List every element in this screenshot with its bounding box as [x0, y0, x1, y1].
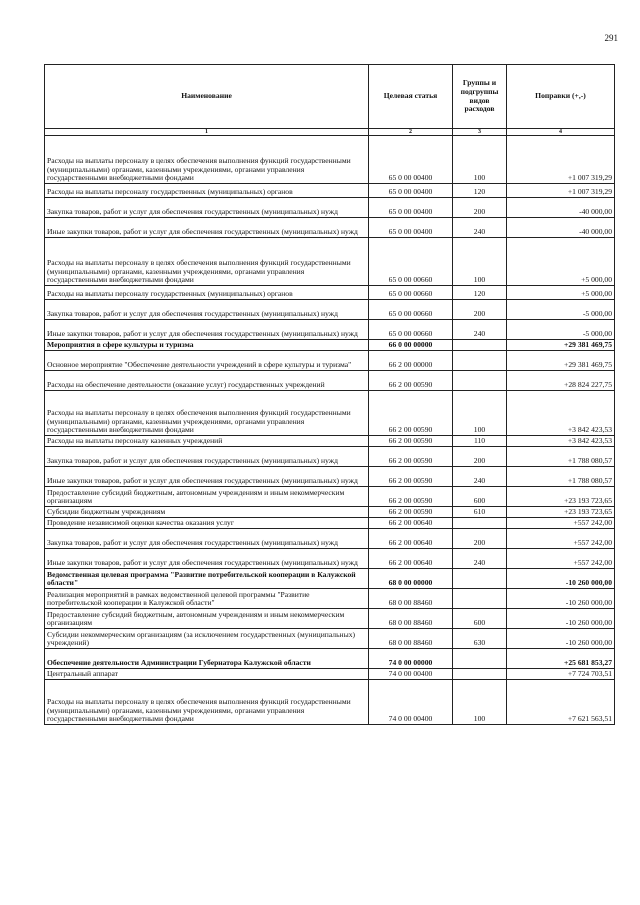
- table-row: [45, 198, 615, 218]
- row-name: Предоставление субсидий бюджетным, автономным учреждениям и иным некоммерческим организациям: [45, 609, 369, 629]
- row-target-code: 66 2 00 00590: [369, 436, 453, 447]
- row-target-code: 65 0 00 00400: [369, 136, 453, 184]
- row-group-code: [453, 340, 507, 351]
- row-target-code: 65 0 00 00660: [369, 238, 453, 286]
- row-target-code: 65 0 00 00400: [369, 198, 453, 218]
- row-group-code: 100: [453, 136, 507, 184]
- row-amount: +28 824 227,75: [507, 371, 615, 391]
- row-group-code: 600: [453, 487, 507, 507]
- row-name: Расходы на выплаты персоналу в целях обеспечения выполнения функций государственными (муниципальными) органами, казенными учреждениями, органами управления государственными внебюджетными фондами: [45, 680, 369, 725]
- table-row: [45, 436, 615, 447]
- row-name: Закупка товаров, работ и услуг для обеспечения государственных (муниципальных) нужд: [45, 198, 369, 218]
- column-number: 3: [453, 129, 507, 136]
- table-row: [45, 238, 615, 286]
- row-name: Расходы на обеспечение деятельности (оказание услуг) государственных учреждений: [45, 371, 369, 391]
- row-name: Проведение независимой оценки качества оказания услуг: [45, 518, 369, 529]
- row-amount: +557 242,00: [507, 518, 615, 529]
- page-number: 291: [604, 33, 618, 43]
- row-name: Обеспечение деятельности Администрации Губернатора Калужской области: [45, 649, 369, 669]
- row-group-code: 120: [453, 286, 507, 300]
- row-name: Расходы на выплаты персоналу в целях обеспечения выполнения функций государственными (муниципальными) органами, казенными учреждениями, органами управления государственными внебюджетными фондами: [45, 391, 369, 436]
- column-number-row: [45, 129, 615, 136]
- row-target-code: 65 0 00 00660: [369, 320, 453, 340]
- row-group-code: 200: [453, 198, 507, 218]
- row-target-code: 68 0 00 88460: [369, 609, 453, 629]
- table-row: [45, 320, 615, 340]
- row-target-code: 65 0 00 00660: [369, 286, 453, 300]
- table-row: [45, 629, 615, 649]
- row-group-code: 200: [453, 447, 507, 467]
- row-amount: +3 842 423,53: [507, 391, 615, 436]
- row-amount: -10 260 000,00: [507, 589, 615, 609]
- table-row: [45, 300, 615, 320]
- row-name: Закупка товаров, работ и услуг для обеспечения государственных (муниципальных) нужд: [45, 529, 369, 549]
- row-group-code: 240: [453, 218, 507, 238]
- row-name: Мероприятия в сфере культуры и туризма: [45, 340, 369, 351]
- table-row: [45, 518, 615, 529]
- row-amount: +29 381 469,75: [507, 340, 615, 351]
- row-group-code: 610: [453, 507, 507, 518]
- row-target-code: 66 2 00 00590: [369, 487, 453, 507]
- row-target-code: 68 0 00 88460: [369, 589, 453, 609]
- table-row: [45, 529, 615, 549]
- row-group-code: [453, 518, 507, 529]
- row-amount: +557 242,00: [507, 529, 615, 549]
- row-amount: +23 193 723,65: [507, 507, 615, 518]
- row-target-code: 66 2 00 00640: [369, 549, 453, 569]
- row-name: Субсидии некоммерческим организациям (за исключением государственных (муниципальных) учреждений): [45, 629, 369, 649]
- row-target-code: 66 2 00 00590: [369, 507, 453, 518]
- table-row: [45, 569, 615, 589]
- header-name: Наименование: [45, 65, 369, 129]
- row-group-code: [453, 569, 507, 589]
- table-header-row: [45, 65, 615, 129]
- row-name: Ведомственная целевая программа "Развитие потребительской кооперации в Калужской области": [45, 569, 369, 589]
- table-row: [45, 507, 615, 518]
- row-amount: +7 724 703,51: [507, 669, 615, 680]
- row-amount: +1 788 080,57: [507, 447, 615, 467]
- row-target-code: 65 0 00 00400: [369, 218, 453, 238]
- row-amount: +7 621 563,51: [507, 680, 615, 725]
- row-group-code: 100: [453, 680, 507, 725]
- row-name: Субсидии бюджетным учреждениям: [45, 507, 369, 518]
- row-group-code: [453, 589, 507, 609]
- row-target-code: 66 0 00 00000: [369, 340, 453, 351]
- row-amount: +29 381 469,75: [507, 351, 615, 371]
- row-name: Расходы на выплаты персоналу казенных учреждений: [45, 436, 369, 447]
- row-target-code: 66 2 00 00590: [369, 447, 453, 467]
- row-amount: +1 788 080,57: [507, 467, 615, 487]
- row-amount: -40 000,00: [507, 198, 615, 218]
- table-row: [45, 218, 615, 238]
- row-target-code: 65 0 00 00660: [369, 300, 453, 320]
- header-amount: Поправки (+,-): [507, 65, 615, 129]
- row-target-code: 74 0 00 00400: [369, 669, 453, 680]
- row-target-code: 74 0 00 00400: [369, 680, 453, 725]
- row-name: Иные закупки товаров, работ и услуг для обеспечения государственных (муниципальных) нужд: [45, 467, 369, 487]
- header-groups: Группы и подгруппы видов расходов: [453, 65, 507, 129]
- row-name: Центральный аппарат: [45, 669, 369, 680]
- table-row: [45, 286, 615, 300]
- column-number: 1: [45, 129, 369, 136]
- row-name: Иные закупки товаров, работ и услуг для обеспечения государственных (муниципальных) нужд: [45, 320, 369, 340]
- table-row: [45, 391, 615, 436]
- row-name: Расходы на выплаты персоналу государственных (муниципальных) органов: [45, 184, 369, 198]
- row-target-code: 66 2 00 00590: [369, 391, 453, 436]
- row-group-code: 240: [453, 320, 507, 340]
- table-row: [45, 447, 615, 467]
- table-row: [45, 589, 615, 609]
- row-name: Иные закупки товаров, работ и услуг для обеспечения государственных (муниципальных) нужд: [45, 549, 369, 569]
- table-row: [45, 487, 615, 507]
- row-group-code: 600: [453, 609, 507, 629]
- row-amount: -40 000,00: [507, 218, 615, 238]
- row-group-code: [453, 351, 507, 371]
- row-group-code: 240: [453, 549, 507, 569]
- table-row: [45, 184, 615, 198]
- table-row: [45, 609, 615, 629]
- table-row: [45, 136, 615, 184]
- row-target-code: 68 0 00 00000: [369, 569, 453, 589]
- row-amount: +3 842 423,53: [507, 436, 615, 447]
- row-name: Закупка товаров, работ и услуг для обеспечения государственных (муниципальных) нужд: [45, 447, 369, 467]
- row-target-code: 66 2 00 00000: [369, 351, 453, 371]
- row-amount: +5 000,00: [507, 286, 615, 300]
- budget-table: [44, 64, 615, 725]
- row-group-code: 110: [453, 436, 507, 447]
- row-target-code: 66 2 00 00590: [369, 467, 453, 487]
- row-group-code: [453, 669, 507, 680]
- row-group-code: 630: [453, 629, 507, 649]
- row-amount: +25 681 853,27: [507, 649, 615, 669]
- row-target-code: 68 0 00 88460: [369, 629, 453, 649]
- row-target-code: 65 0 00 00400: [369, 184, 453, 198]
- table-row: [45, 351, 615, 371]
- row-amount: -5 000,00: [507, 320, 615, 340]
- row-name: Расходы на выплаты персоналу в целях обеспечения выполнения функций государственными (муниципальными) органами, казенными учреждениями, органами управления государственными внебюджетными фондами: [45, 136, 369, 184]
- row-group-code: 100: [453, 238, 507, 286]
- row-target-code: 66 2 00 00640: [369, 518, 453, 529]
- table-row: [45, 669, 615, 680]
- row-name: Предоставление субсидий бюджетным, автономным учреждениям и иным некоммерческим организациям: [45, 487, 369, 507]
- row-name: Расходы на выплаты персоналу в целях обеспечения выполнения функций государственными (муниципальными) органами, казенными учреждениями, органами управления государственными внебюджетными фондами: [45, 238, 369, 286]
- table-row: [45, 680, 615, 725]
- row-group-code: 200: [453, 300, 507, 320]
- row-amount: +5 000,00: [507, 238, 615, 286]
- table-row: [45, 549, 615, 569]
- row-group-code: 200: [453, 529, 507, 549]
- row-group-code: 240: [453, 467, 507, 487]
- row-amount: +557 242,00: [507, 549, 615, 569]
- row-amount: +1 007 319,29: [507, 136, 615, 184]
- row-target-code: 66 2 00 00590: [369, 371, 453, 391]
- row-name: Закупка товаров, работ и услуг для обеспечения государственных (муниципальных) нужд: [45, 300, 369, 320]
- row-amount: -5 000,00: [507, 300, 615, 320]
- table-row: [45, 649, 615, 669]
- header-target: Целевая статья: [369, 65, 453, 129]
- row-name: Реализация мероприятий в рамках ведомственной целевой программы "Развитие потребительской кооперации в Калужской области": [45, 589, 369, 609]
- row-name: Основное мероприятие "Обеспечение деятельности учреждений в сфере культуры и туризма": [45, 351, 369, 371]
- row-group-code: 120: [453, 184, 507, 198]
- table-row: [45, 340, 615, 351]
- row-group-code: [453, 649, 507, 669]
- row-name: Расходы на выплаты персоналу государственных (муниципальных) органов: [45, 286, 369, 300]
- row-amount: +1 007 319,29: [507, 184, 615, 198]
- row-group-code: [453, 371, 507, 391]
- row-amount: +23 193 723,65: [507, 487, 615, 507]
- table-row: [45, 371, 615, 391]
- row-name: Иные закупки товаров, работ и услуг для обеспечения государственных (муниципальных) нужд: [45, 218, 369, 238]
- column-number: 4: [507, 129, 615, 136]
- row-target-code: 66 2 00 00640: [369, 529, 453, 549]
- row-group-code: 100: [453, 391, 507, 436]
- column-number: 2: [369, 129, 453, 136]
- row-target-code: 74 0 00 00000: [369, 649, 453, 669]
- row-amount: -10 260 000,00: [507, 629, 615, 649]
- table-row: [45, 467, 615, 487]
- row-amount: -10 260 000,00: [507, 609, 615, 629]
- row-amount: -10 260 000,00: [507, 569, 615, 589]
